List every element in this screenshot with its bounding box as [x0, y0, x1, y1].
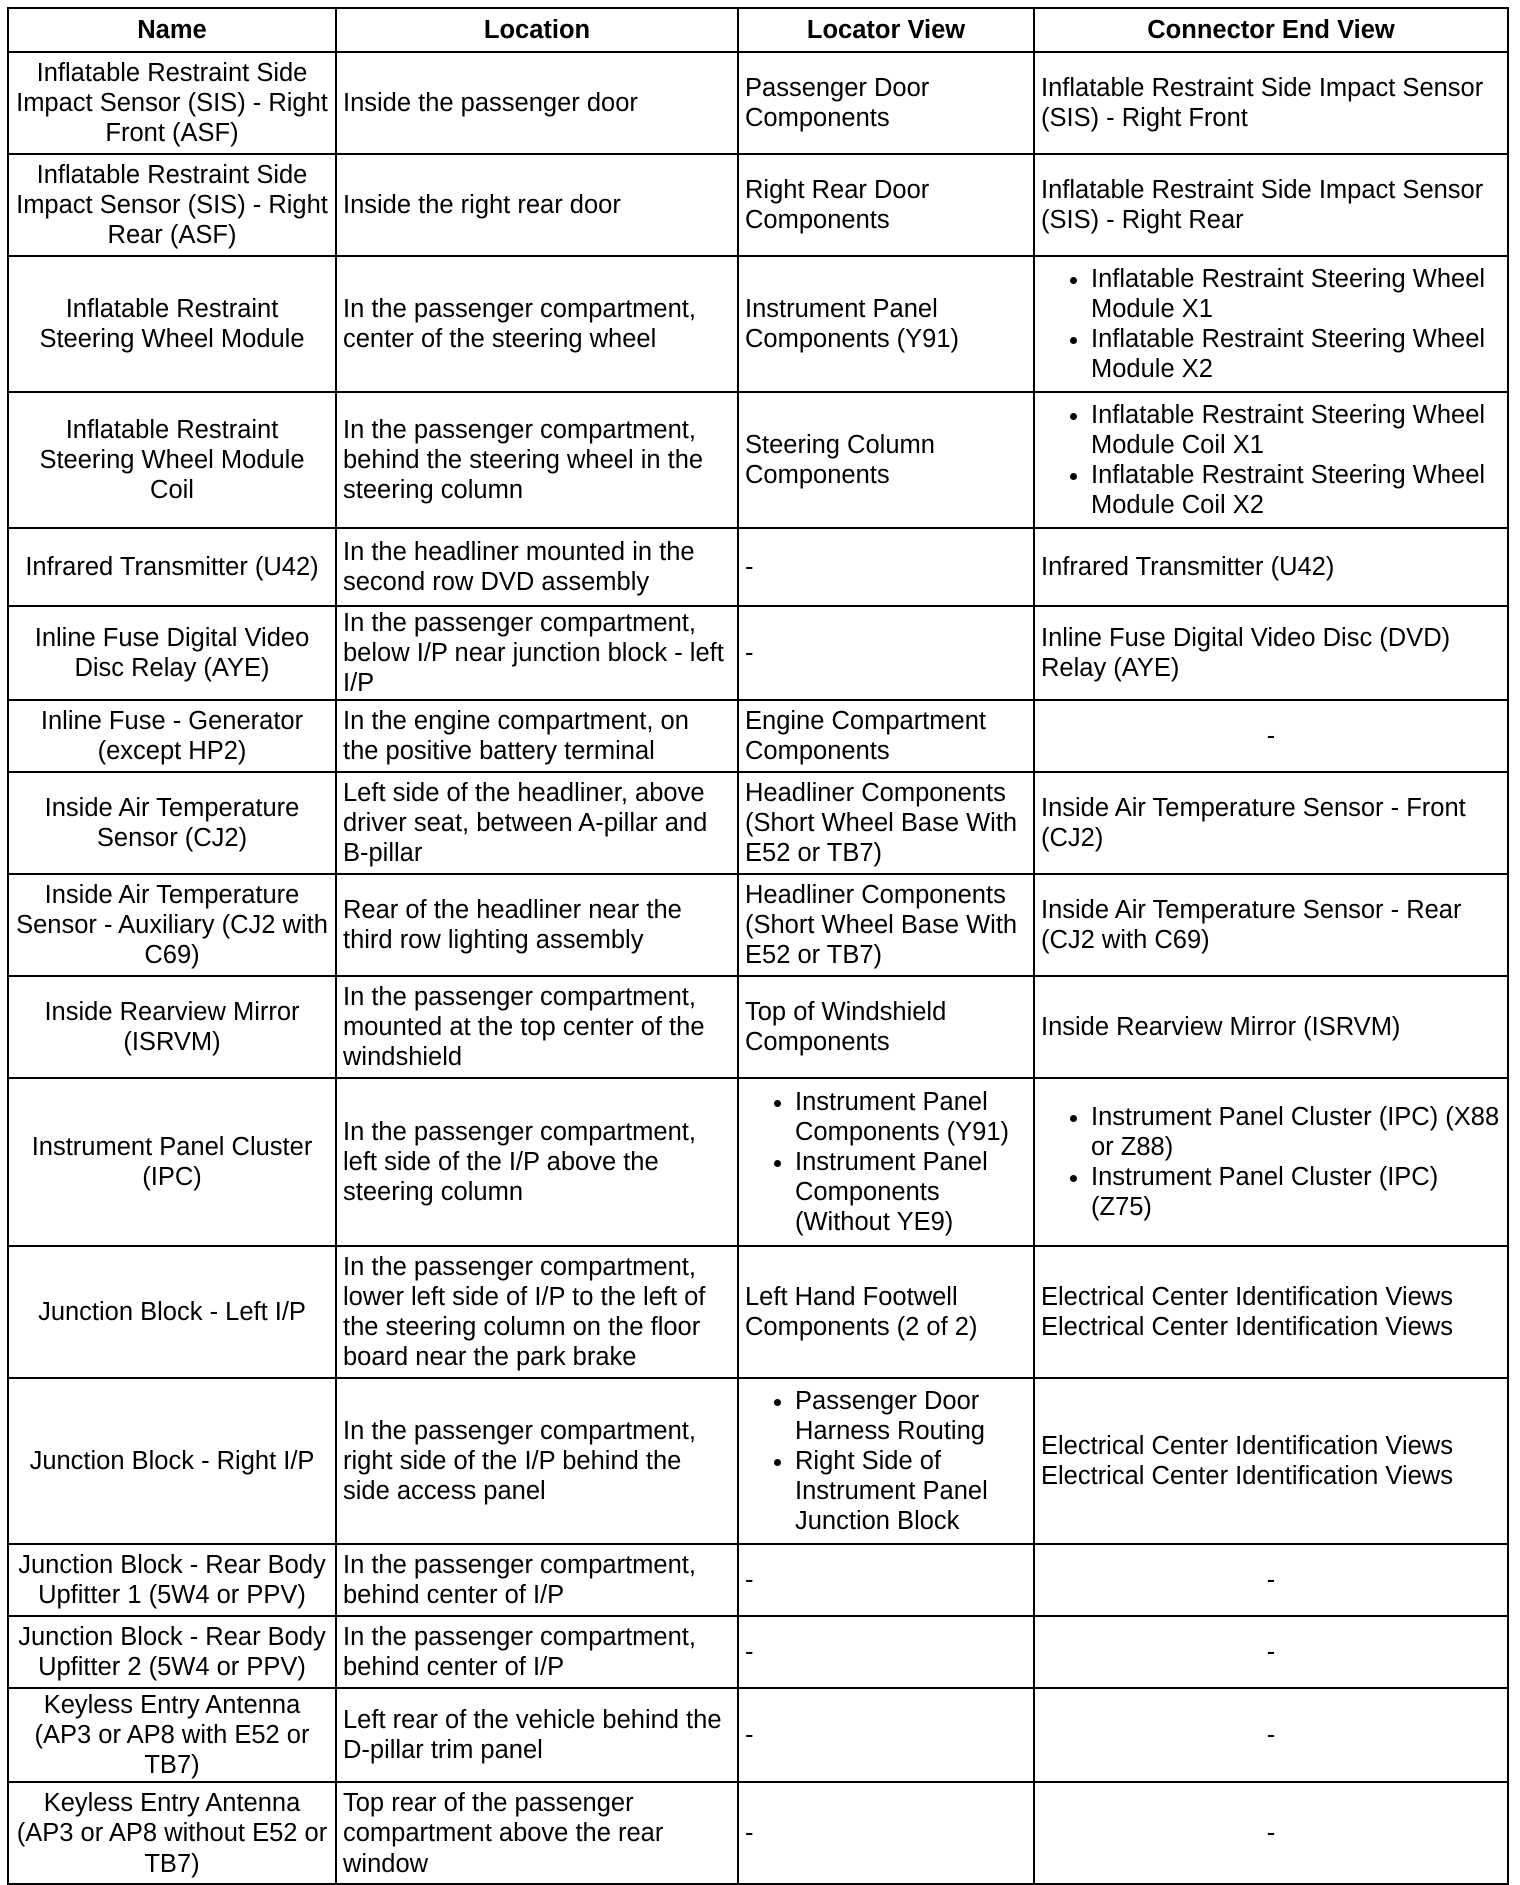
cell-text-line: - [745, 1566, 754, 1595]
cell-text-line: Instrument Panel Components (Y91) [745, 294, 960, 353]
table-row [8, 1246, 1508, 1378]
cell-name: Infrared Transmitter (U42) [8, 528, 336, 606]
cell-locator-view [738, 1544, 1034, 1616]
cell-text-line: - [745, 552, 754, 581]
component-locator-table-wrapper [7, 7, 1507, 1885]
bullet-item: • Inflatable Restraint Steering Wheel Module Coil X2 [1091, 460, 1501, 520]
cell-text-line: Inside Rearview Mirror (ISRVM) [1041, 1013, 1401, 1042]
cell-name: Inside Air Temperature Sensor (CJ2) [8, 772, 336, 874]
cell-name: Inline Fuse Digital Video Disc Relay (AYE) [8, 606, 336, 700]
cell-name: Inflatable Restraint Steering Wheel Module Coil [8, 392, 336, 528]
cell-name: Junction Block - Left I/P [8, 1246, 336, 1378]
cell-location: In the engine compartment, on the positive battery terminal [336, 700, 738, 772]
cell-locator-view [738, 392, 1034, 528]
bullet-item: • Inflatable Restraint Steering Wheel Module Coil X1 [1091, 400, 1501, 460]
cell-location: In the passenger compartment, center of the steering wheel [336, 256, 738, 392]
cell-text-line: Right Rear Door Components [745, 175, 930, 234]
cell-text-line: Electrical Center Identification Views [1041, 1432, 1453, 1461]
cell-connector-end-view [1034, 1616, 1508, 1688]
cell-connector-end-view [1034, 52, 1508, 154]
cell-locator-view [738, 772, 1034, 874]
table-row [8, 606, 1508, 700]
cell-connector-end-view [1034, 700, 1508, 772]
cell-text-line: - [745, 639, 754, 668]
cell-name: Junction Block - Rear Body Upfitter 1 (5W4 or PPV) [8, 1544, 336, 1616]
bullet-item: • Passenger Door Harness Routing [795, 1386, 1027, 1446]
cell-locator-view [738, 154, 1034, 256]
table-row [8, 52, 1508, 154]
cell-location: In the passenger compartment, behind center of I/P [336, 1616, 738, 1688]
cell-location: In the passenger compartment, lower left side of I/P to the left of the steering column on the floor board near the park brake [336, 1246, 738, 1378]
cell-text-line: Top of Windshield Components [745, 998, 947, 1057]
cell-locator-view [738, 1616, 1034, 1688]
table-row [8, 1378, 1508, 1544]
cell-location: Inside the passenger door [336, 52, 738, 154]
cell-location: In the passenger compartment, below I/P near junction block - left I/P [336, 606, 738, 700]
cell-connector-end-view [1034, 1378, 1508, 1544]
table-body [8, 52, 1508, 1884]
cell-locator-view [738, 1078, 1034, 1246]
cell-connector-end-view [1034, 976, 1508, 1078]
bullet-item: • Right Side of Instrument Panel Junction Block [795, 1446, 1027, 1536]
cell-text-line: - [745, 1721, 754, 1750]
column-header-connector-end-view: Connector End View [1034, 8, 1508, 52]
cell-text-line: Infrared Transmitter (U42) [1041, 552, 1335, 581]
cell-text-line: - [745, 1638, 754, 1667]
cell-connector-end-view [1034, 1078, 1508, 1246]
cell-text-line: Electrical Center Identification Views [1041, 1313, 1453, 1342]
cell-name: Inside Air Temperature Sensor - Auxiliary (CJ2 with C69) [8, 874, 336, 976]
cell-locator-view [738, 256, 1034, 392]
table-row [8, 976, 1508, 1078]
cell-name: Inflatable Restraint Steering Wheel Module [8, 256, 336, 392]
table-row [8, 528, 1508, 606]
cell-connector-end-view [1034, 1688, 1508, 1782]
table-header-row [8, 8, 1508, 52]
cell-location: In the passenger compartment, right side of the I/P behind the side access panel [336, 1378, 738, 1544]
cell-location: Top rear of the passenger compartment above the rear window [336, 1782, 738, 1884]
cell-name: Keyless Entry Antenna (AP3 or AP8 without E52 or TB7) [8, 1782, 336, 1884]
cell-location: In the passenger compartment, mounted at the top center of the windshield [336, 976, 738, 1078]
cell-text-line: Electrical Center Identification Views [1041, 1462, 1453, 1491]
table-row [8, 1544, 1508, 1616]
cell-text-line: - [745, 1819, 754, 1848]
bullet-item: • Inflatable Restraint Steering Wheel Module X1 [1091, 264, 1501, 324]
cell-location: In the passenger compartment, left side of the I/P above the steering column [336, 1078, 738, 1246]
cell-connector-end-view [1034, 1544, 1508, 1616]
cell-text-line: Inline Fuse Digital Video Disc (DVD) Relay (AYE) [1041, 624, 1451, 683]
bullet-list [745, 1087, 1027, 1237]
cell-text-line: Inflatable Restraint Side Impact Sensor (SIS) - Right Rear [1041, 175, 1484, 234]
cell-name: Inline Fuse - Generator (except HP2) [8, 700, 336, 772]
cell-text-line: Inside Air Temperature Sensor - Rear (CJ2 with C69) [1041, 896, 1462, 955]
column-header-name: Name [8, 8, 336, 52]
bullet-item: • Instrument Panel Cluster (IPC) (Z75) [1091, 1162, 1501, 1222]
cell-location: Rear of the headliner near the third row lighting assembly [336, 874, 738, 976]
cell-name: Junction Block - Right I/P [8, 1378, 336, 1544]
cell-connector-end-view [1034, 874, 1508, 976]
table-row [8, 256, 1508, 392]
table-row [8, 1688, 1508, 1782]
cell-text-line: Steering Column Components [745, 430, 935, 489]
cell-locator-view [738, 528, 1034, 606]
cell-connector-end-view [1034, 392, 1508, 528]
bullet-item: • Instrument Panel Components (Without YE9) [795, 1147, 1027, 1237]
column-header-location: Location [336, 8, 738, 52]
table-row [8, 772, 1508, 874]
cell-text-line: Headliner Components (Short Wheel Base With E52 or TB7) [745, 881, 1018, 970]
cell-name: Inside Rearview Mirror (ISRVM) [8, 976, 336, 1078]
table-row [8, 1782, 1508, 1884]
cell-text-line: Passenger Door Components [745, 73, 930, 132]
cell-name: Inflatable Restraint Side Impact Sensor (SIS) - Right Rear (ASF) [8, 154, 336, 256]
cell-name: Inflatable Restraint Side Impact Sensor (SIS) - Right Front (ASF) [8, 52, 336, 154]
bullet-item: • Instrument Panel Cluster (IPC) (X88 or Z88) [1091, 1102, 1501, 1162]
cell-locator-view [738, 52, 1034, 154]
cell-connector-end-view [1034, 606, 1508, 700]
bullet-list [745, 1386, 1027, 1536]
table-row [8, 392, 1508, 528]
cell-connector-end-view [1034, 1246, 1508, 1378]
cell-text-line: Left Hand Footwell Components (2 of 2) [745, 1283, 978, 1342]
bullet-item: • Inflatable Restraint Steering Wheel Module X2 [1091, 324, 1501, 384]
cell-location: In the passenger compartment, behind center of I/P [336, 1544, 738, 1616]
cell-text-line: - [1266, 1566, 1276, 1595]
cell-name: Keyless Entry Antenna (AP3 or AP8 with E52 or TB7) [8, 1688, 336, 1782]
cell-connector-end-view [1034, 256, 1508, 392]
column-header-locator-view: Locator View [738, 8, 1034, 52]
cell-locator-view [738, 1688, 1034, 1782]
cell-text-line: - [1266, 722, 1276, 751]
bullet-list [1041, 400, 1501, 520]
cell-locator-view [738, 1782, 1034, 1884]
cell-location: Left side of the headliner, above driver seat, between A-pillar and B-pillar [336, 772, 738, 874]
cell-text-line: - [1266, 1721, 1276, 1750]
table-row [8, 1616, 1508, 1688]
bullet-item: • Instrument Panel Components (Y91) [795, 1087, 1027, 1147]
cell-location: Left rear of the vehicle behind the D-pillar trim panel [336, 1688, 738, 1782]
cell-connector-end-view [1034, 772, 1508, 874]
cell-text-line: Electrical Center Identification Views [1041, 1283, 1453, 1312]
cell-locator-view [738, 874, 1034, 976]
table-row [8, 154, 1508, 256]
bullet-list [1041, 264, 1501, 384]
bullet-list [1041, 1102, 1501, 1222]
cell-locator-view [738, 1378, 1034, 1544]
cell-location: In the headliner mounted in the second row DVD assembly [336, 528, 738, 606]
cell-locator-view [738, 700, 1034, 772]
cell-text-line: - [1266, 1819, 1276, 1848]
cell-text-line: Headliner Components (Short Wheel Base With E52 or TB7) [745, 779, 1018, 868]
cell-connector-end-view [1034, 528, 1508, 606]
cell-name: Junction Block - Rear Body Upfitter 2 (5W4 or PPV) [8, 1616, 336, 1688]
table-row [8, 874, 1508, 976]
table-row [8, 1078, 1508, 1246]
cell-text-line: Inside Air Temperature Sensor - Front (CJ2) [1041, 794, 1466, 853]
cell-text-line: Inflatable Restraint Side Impact Sensor (SIS) - Right Front [1041, 73, 1484, 132]
cell-connector-end-view [1034, 154, 1508, 256]
cell-locator-view [738, 1246, 1034, 1378]
cell-name: Instrument Panel Cluster (IPC) [8, 1078, 336, 1246]
cell-connector-end-view [1034, 1782, 1508, 1884]
cell-text-line: Engine Compartment Components [745, 707, 986, 766]
table-row [8, 700, 1508, 772]
cell-text-line: - [1266, 1638, 1276, 1667]
cell-location: In the passenger compartment, behind the steering wheel in the steering column [336, 392, 738, 528]
cell-location: Inside the right rear door [336, 154, 738, 256]
cell-locator-view [738, 606, 1034, 700]
cell-locator-view [738, 976, 1034, 1078]
component-locator-table [7, 7, 1509, 1885]
